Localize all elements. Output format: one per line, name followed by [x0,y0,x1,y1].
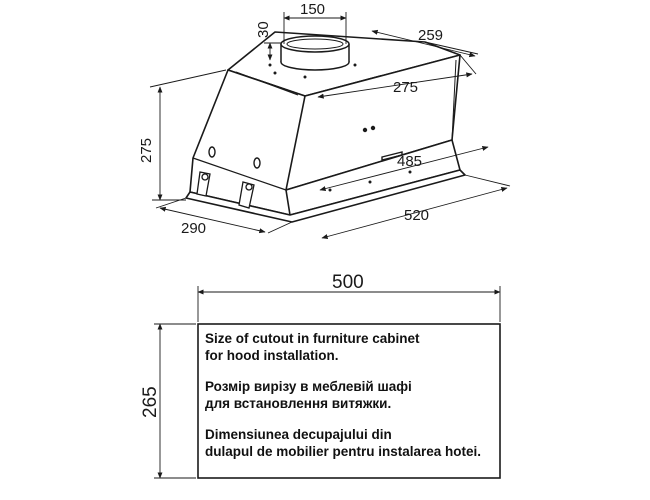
label-cutout-width: 500 [332,272,364,293]
screw-hole [363,128,367,132]
screw-hole [409,171,412,174]
screw-hole [274,72,277,75]
screw-hole [369,181,372,184]
label-duct-height: 30 [255,21,272,38]
lamp-screw [246,184,252,190]
cutout-notes [205,330,505,474]
label-cutout-depth: 265 [140,386,161,418]
label-base-width: 520 [404,207,430,224]
duct-opening [287,39,343,49]
label-panel-width: 485 [397,153,423,170]
label-top-depth: 259 [418,27,444,44]
note-english [205,330,505,364]
screw-hole [371,126,375,130]
note-line: for hood installation. [205,348,339,363]
note-line: для встановлення витяжки. [205,396,392,411]
screw-hole [354,64,357,67]
label-base-depth: 290 [181,220,207,237]
note-line: dulapul de mobilier pentru instalarea hotei. [205,444,482,459]
note-line: Розмір вирізу в меблевій шафі [205,379,412,394]
label-duct-diameter: 150 [300,1,326,18]
screw-hole [304,76,307,79]
lamp-screw [202,174,208,180]
note-ukrainian [205,378,505,412]
screw-hole [269,64,272,67]
duct-collar [281,36,349,70]
note-line: Dimensiunea decupajului din [205,427,392,442]
label-height: 275 [138,137,155,163]
note-line: Size of cutout in furniture cabinet [205,331,420,346]
label-top-width: 275 [393,79,419,96]
screw-hole [329,189,332,192]
note-romanian [205,426,505,460]
